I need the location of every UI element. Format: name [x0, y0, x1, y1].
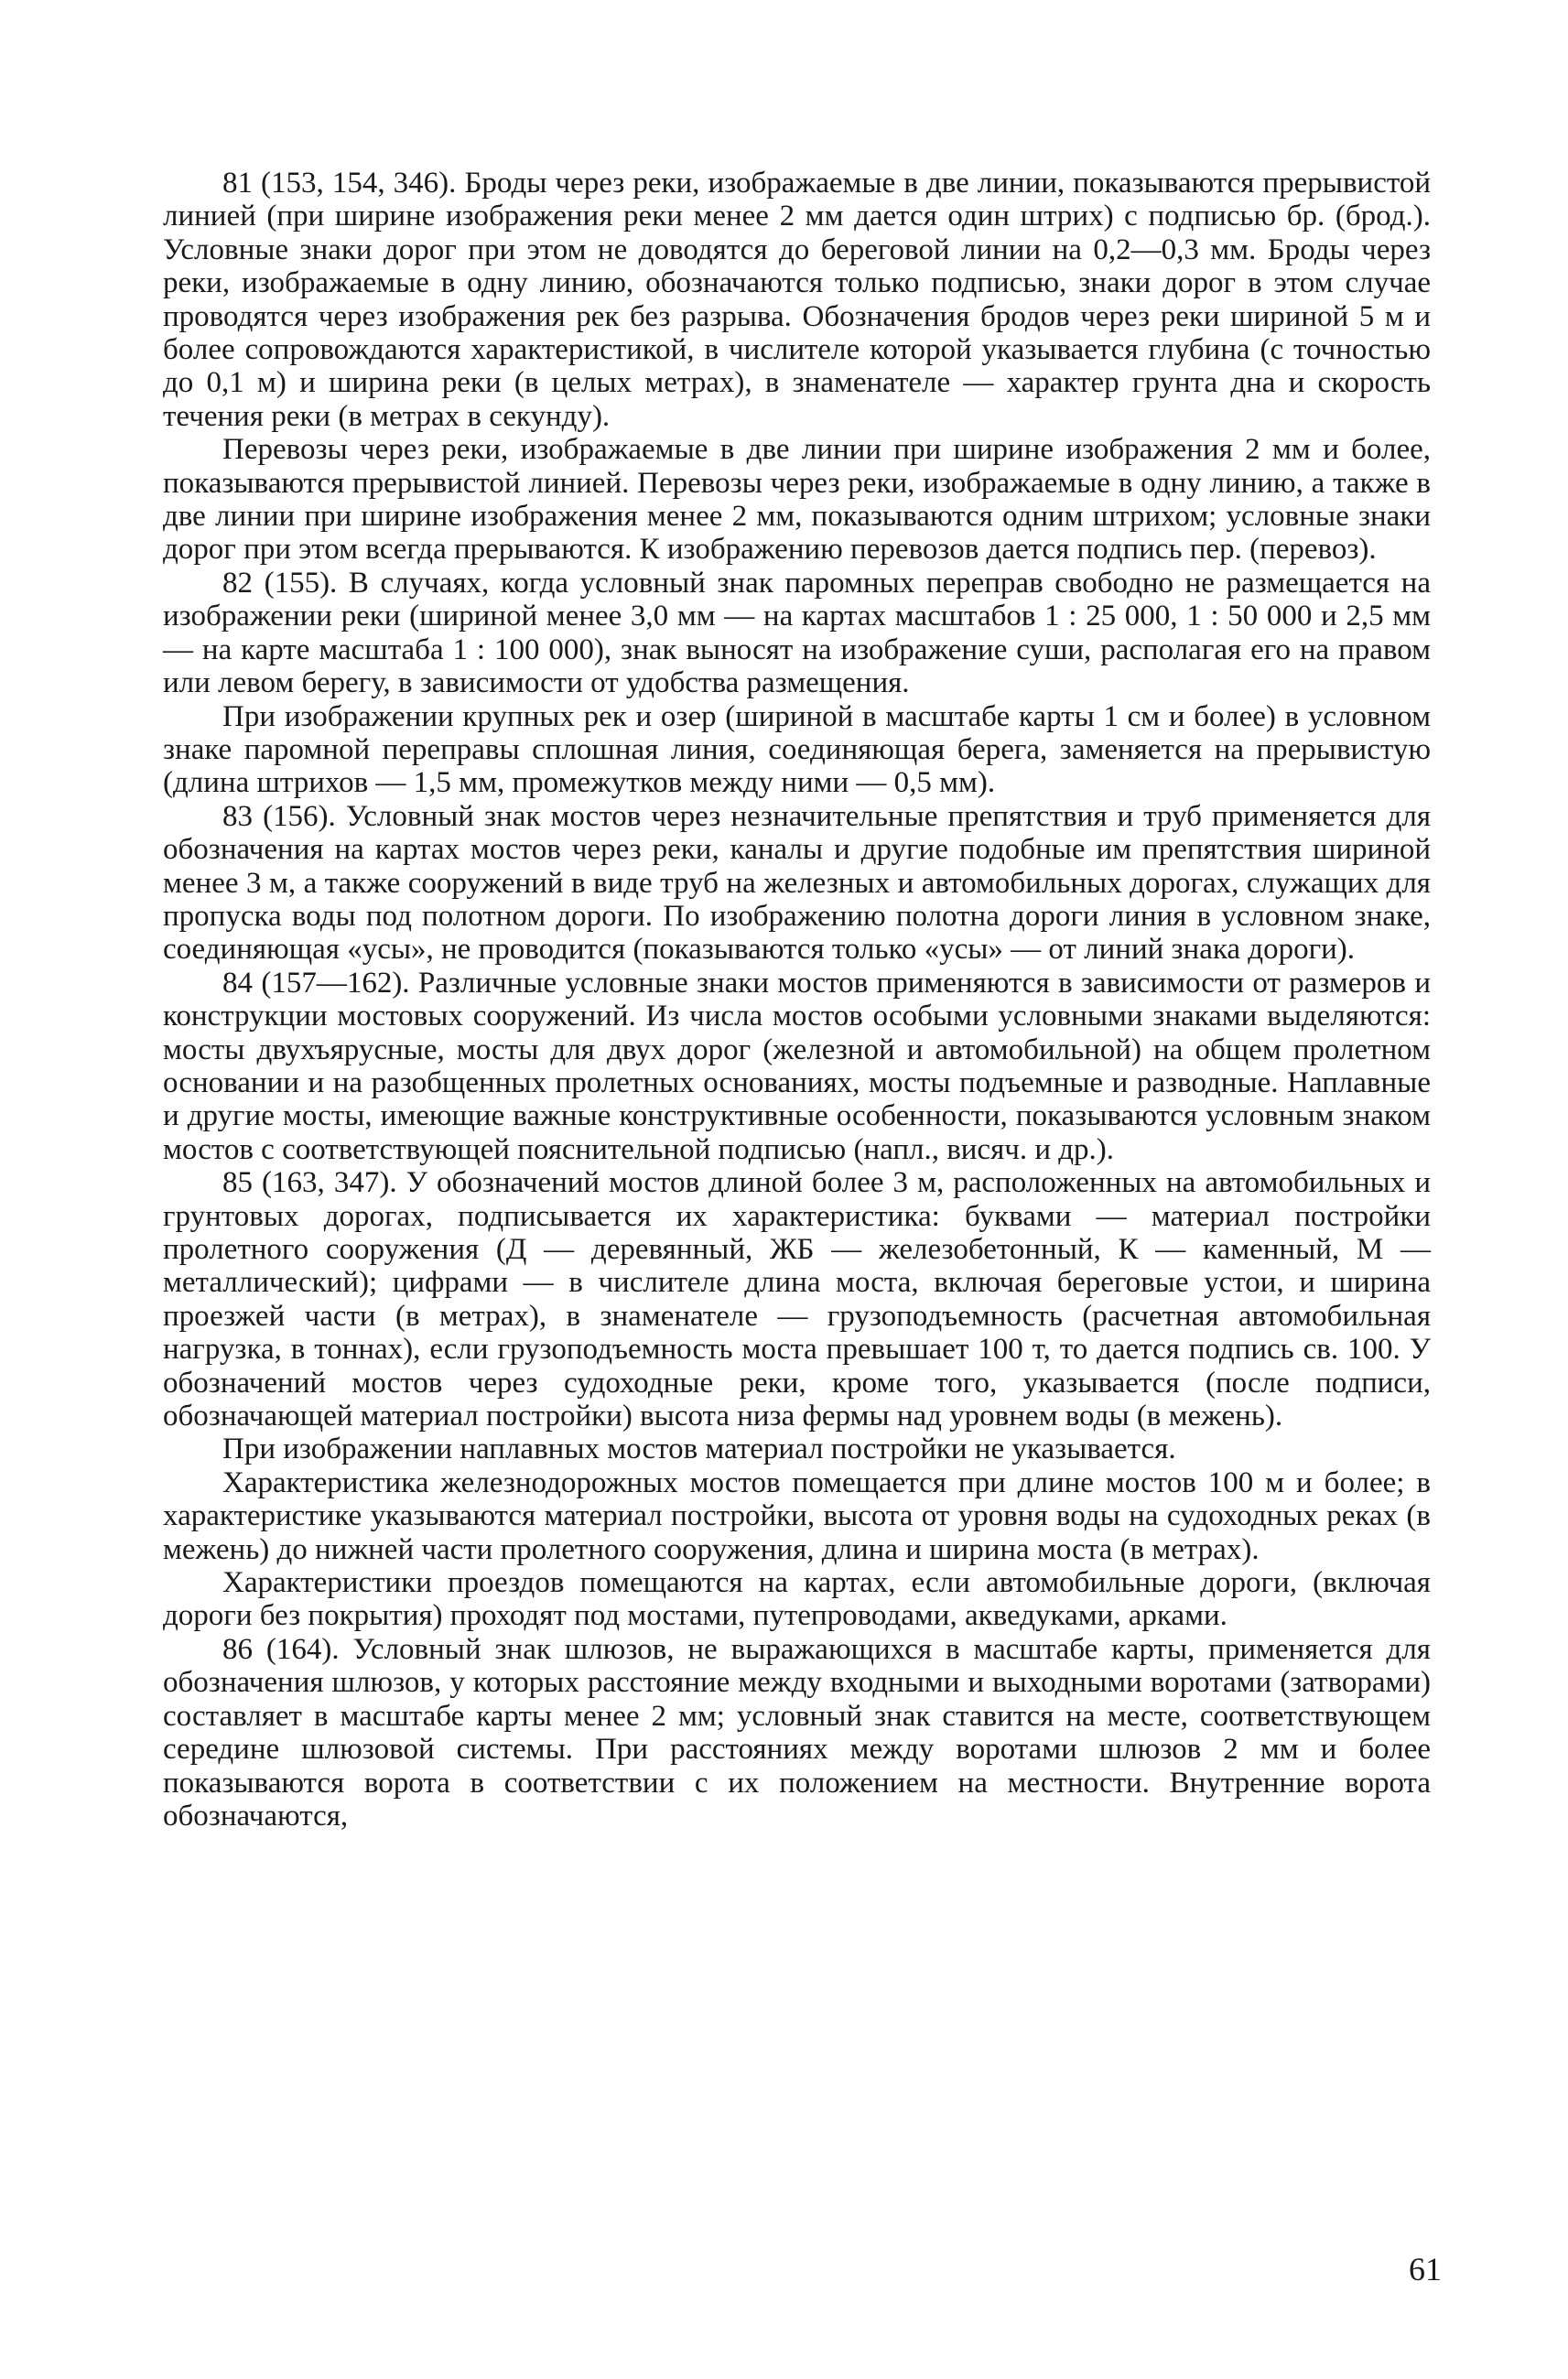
body-text	[163, 167, 1431, 1833]
page-number: 61	[1409, 2251, 1442, 2287]
paragraph-pontoon-bridges: При изображении наплавных мостов материал постройки не указывается.	[222, 1433, 1176, 1466]
paragraph-86: 86 (164). Условный знак шлюзов, не выражающихся в масштабе карты, применяется для обозначения шлюзов, у которых расстояние между входными и выходными воротами (затворами) составляет в масштабе карты менее 2 мм; условный знак ставится на месте, соответствующем середине шлюзовой системы. При расстояниях между воротами шлюзов 2 мм и более показываются ворота в соответствии с их положением на местности. Внутренние ворота обозначаются,	[163, 1632, 1431, 1833]
paragraph-large-rivers: При изображении крупных рек и озер (шириной в масштабе карты 1 см и более) в условном знаке паромной переправы сплошная линия, соединяющая берега, заменяется на прерывистую (длина штрихов — 1,5 мм, промежутков между ними — 0,5 мм).	[163, 699, 1431, 800]
paragraph-85: 85 (163, 347). У обозначений мостов длиной более 3 м, расположенных на автомобильных и грунтовых дорогах, подписывается их характеристика: буквами — материал постройки пролетного сооружения (Д — деревянный, ЖБ — железобетонный, К — каменный, М — металлический); цифрами — в числителе длина моста, включая береговые устои, и ширина проезжей части (в метрах), в знаменателе — грузоподъемность (расчетная автомобильная нагрузка, в тоннах), если грузоподъемность моста превышает 100 т, то дается подпись св. 100. У обозначений мостов через судоходные реки, кроме того, указывается (после подписи, обозначающей материал постройки) высота низа фермы над уровнем воды (в межень).	[163, 1166, 1431, 1433]
paragraph-81: 81 (153, 154, 346). Броды через реки, изображаемые в две линии, показываются прерывистой линией (при ширине изображения реки менее 2 мм дается один штрих) с подписью бр. (брод.). Условные знаки дорог при этом не доводятся до береговой линии на 0,2—0,3 мм. Броды через реки, изображаемые в одну линию, обозначаются только подписью, знаки дорог в этом случае проводятся через изображения рек без разрыва. Обозначения бродов через реки шириной 5 м и более сопровождаются характеристикой, в числителе которой указывается глубина (с точностью до 0,1 м) и ширина реки (в целых метрах), в знаменателе — характер грунта дна и скорость течения реки (в метрах в секунду).	[163, 167, 1431, 433]
paragraph-83: 83 (156). Условный знак мостов через незначительные препятствия и труб применяется для обозначения на картах мостов через реки, каналы и другие подобные им препятствия шириной менее 3 м, а также сооружений в виде труб на железных и автомобильных дорогах, служащих для пропуска воды под полотном дороги. По изображению полотна дороги линия в условном знаке, соединяющая «усы», не проводится (показываются только «усы» — от линий знака дороги).	[163, 799, 1431, 967]
paragraph-passages: Характеристики проездов помещаются на картах, если автомобильные дороги, (включая дороги без покрытия) проходят под мостами, путепроводами, акведуками, арками.	[163, 1566, 1431, 1633]
paragraph-84: 84 (157—162). Различные условные знаки мостов применяются в зависимости от размеров и конструкции мостовых сооружений. Из числа мостов особыми условными знаками выделяются: мосты двухъярусные, мосты для двух дорог (железной и автомобильной) на общем пролетном основании и на разобщенных пролетных основаниях, мосты подъемные и разводные. Наплавные и другие мосты, имеющие важные конструктивные особенности, показываются условным знаком мостов с соответствующей пояснительной подписью (напл., висяч. и др.).	[163, 966, 1431, 1166]
paragraph-ferries: Перевозы через реки, изображаемые в две линии при ширине изображения 2 мм и более, показываются прерывистой линией. Перевозы через реки, изображаемые в одну линию, а также в две линии при ширине изображения менее 2 мм, показываются одним штрихом; условные знаки дорог при этом всегда прерываются. К изображению перевозов дается подпись пер. (перевоз).	[163, 433, 1431, 567]
paragraph-railway-bridges: Характеристика железнодорожных мостов помещается при длине мостов 100 м и более; в характеристике указываются материал постройки, высота от уровня воды на судоходных реках (в межень) до нижней части пролетного сооружения, длина и ширина моста (в метрах).	[163, 1465, 1431, 1566]
paragraph-82: 82 (155). В случаях, когда условный знак паромных переправ свободно не размещается на изображении реки (шириной менее 3,0 мм — на картах масштабов 1 : 25 000, 1 : 50 000 и 2,5 мм — на карте масштаба 1 : 100 000), знак выносят на изображение суши, располагая его на правом или левом берегу, в зависимости от удобства размещения.	[163, 566, 1431, 700]
